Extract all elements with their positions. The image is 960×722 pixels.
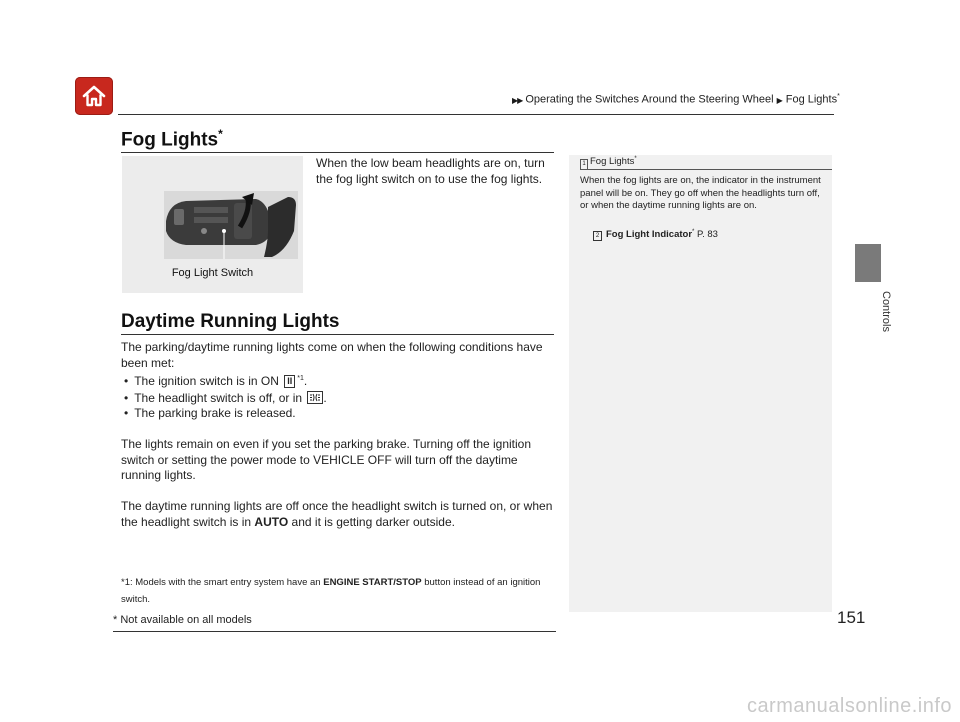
para-text: The daytime running lights are off once the headlight switch is turned on, or when the headlight switch is in <box>121 499 553 529</box>
bullet-text: The ignition switch is in ON <box>134 374 279 388</box>
breadcrumb <box>512 93 840 106</box>
footnote <box>121 574 553 608</box>
watermark: carmanualsonline.info <box>746 695 952 717</box>
footnote-text: *1: Models with the smart entry system have an <box>121 577 321 588</box>
bullet-dot: • <box>124 391 129 405</box>
sidenote-rule <box>580 169 832 170</box>
note-icon: 1 <box>580 159 588 170</box>
switch-photo-bg <box>164 191 298 259</box>
asterisk: * <box>692 229 695 235</box>
para-text: and it is getting darker outside. <box>291 514 455 529</box>
fog-lights-heading <box>121 127 223 151</box>
fog-lights-description: When the low beam headlights are on, turn the fog light switch on to use the fog lights. <box>316 156 545 186</box>
double-arrow-icon: ▶▶ <box>512 95 523 105</box>
section-tab-label[interactable]: Controls <box>880 291 892 332</box>
stalk-illustration <box>164 191 298 259</box>
bottom-rule <box>113 631 556 632</box>
footnote-text: button instead of an ignition switch. <box>121 577 541 605</box>
list-item <box>124 406 296 420</box>
reference-icon: 2 <box>593 231 602 241</box>
arrow-icon: ▶ <box>776 95 783 105</box>
sidenote-panel <box>569 155 832 612</box>
image-caption: Fog Light Switch <box>171 267 254 279</box>
home-button[interactable] <box>75 77 113 115</box>
list-item: • The headlight switch is off, or in . <box>124 391 327 405</box>
drl-paragraph-1: The lights remain on even if you set the parking brake. Turning off the ignition switch or setting the power mode to VEHICLE OFF will turn off the daytime running lights. <box>121 437 532 482</box>
header-divider <box>118 114 834 115</box>
parking-light-icon <box>307 391 323 404</box>
bullet-dot: • <box>124 374 129 388</box>
fog-light-switch-image <box>122 156 303 293</box>
footnote-ref: *1 <box>297 375 304 382</box>
ref-page: P. 83 <box>697 229 718 241</box>
list-item: • The ignition switch is in ON II $^{*1}$. <box>124 374 308 388</box>
fog-heading-rule <box>121 152 554 153</box>
drl-heading: Daytime Running Lights <box>121 311 340 332</box>
asterisk: * <box>837 93 840 100</box>
ignition-on-key: II <box>284 375 295 388</box>
sidenote-title-text: Fog Lights <box>590 156 635 168</box>
breadcrumb-parent[interactable]: Operating the Switches Around the Steering Wheel <box>525 93 774 106</box>
drl-heading-rule <box>121 334 554 335</box>
home-icon <box>81 83 107 109</box>
auto-label: AUTO <box>254 514 289 529</box>
engine-start-stop-label: ENGINE START/STOP <box>323 577 422 588</box>
section-tab-marker[interactable] <box>855 244 881 282</box>
fog-light-indicator-link[interactable] <box>593 229 718 241</box>
page-number: 151 <box>837 608 866 627</box>
fog-lights-title: Fog Lights <box>121 129 219 151</box>
ref-label: Fog Light Indicator <box>606 229 693 241</box>
bullet-text: The parking brake is released. <box>134 406 296 420</box>
asterisk: * <box>634 156 637 162</box>
availability-note: * Not available on all models <box>113 614 252 626</box>
breadcrumb-current: Fog Lights <box>785 93 838 106</box>
sidenote-text: When the fog lights are on, the indicator in the instrument panel will be on. They go off when the headlights turn off, or when the daytime running lights are on. <box>580 175 821 211</box>
bullet-dot: • <box>124 406 129 420</box>
bullet-text: The headlight switch is off, or in <box>134 391 303 405</box>
heading-asterisk: * <box>218 127 223 141</box>
drl-paragraph-2 <box>121 499 553 530</box>
drl-intro: The parking/daytime running lights come on when the following conditions have been met: <box>121 340 543 370</box>
